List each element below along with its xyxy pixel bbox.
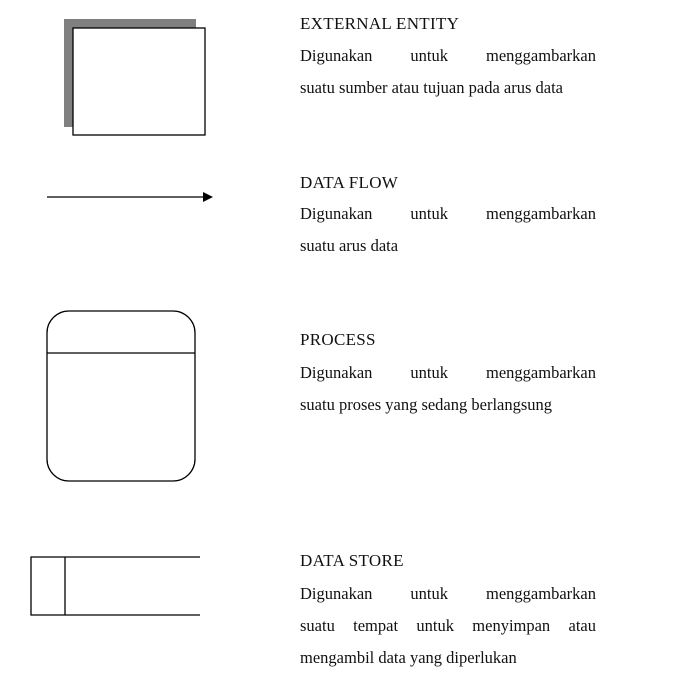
process-desc-1: Digunakan untuk menggambarkan (300, 363, 596, 382)
data-store-symbol (31, 557, 200, 615)
data-store-desc-3: mengambil data yang diperlukan (300, 648, 517, 667)
data-flow-desc-2: suatu arus data (300, 236, 399, 255)
data-flow-title: DATA FLOW (300, 173, 399, 192)
process-symbol (47, 311, 195, 481)
arrowhead-icon (203, 192, 213, 202)
external-entity-symbol (64, 19, 205, 135)
external-entity-title: EXTERNAL ENTITY (300, 14, 460, 33)
process-desc-2: suatu proses yang sedang berlangsung (300, 395, 553, 414)
external-entity-desc-2: suatu sumber atau tujuan pada arus data (300, 78, 563, 97)
data-flow-symbol (47, 192, 213, 202)
store-outline (31, 557, 200, 615)
external-entity-desc-1: Digunakan untuk menggambarkan (300, 46, 596, 65)
data-store-desc-2: suatu tempat untuk menyimpan atau (300, 616, 596, 635)
process-box (47, 311, 195, 481)
data-flow-desc-1: Digunakan untuk menggambarkan (300, 204, 596, 223)
data-store-title: DATA STORE (300, 551, 404, 570)
entity-box (73, 28, 205, 135)
data-store-desc-1: Digunakan untuk menggambarkan (300, 584, 596, 603)
process-title: PROCESS (300, 330, 376, 349)
